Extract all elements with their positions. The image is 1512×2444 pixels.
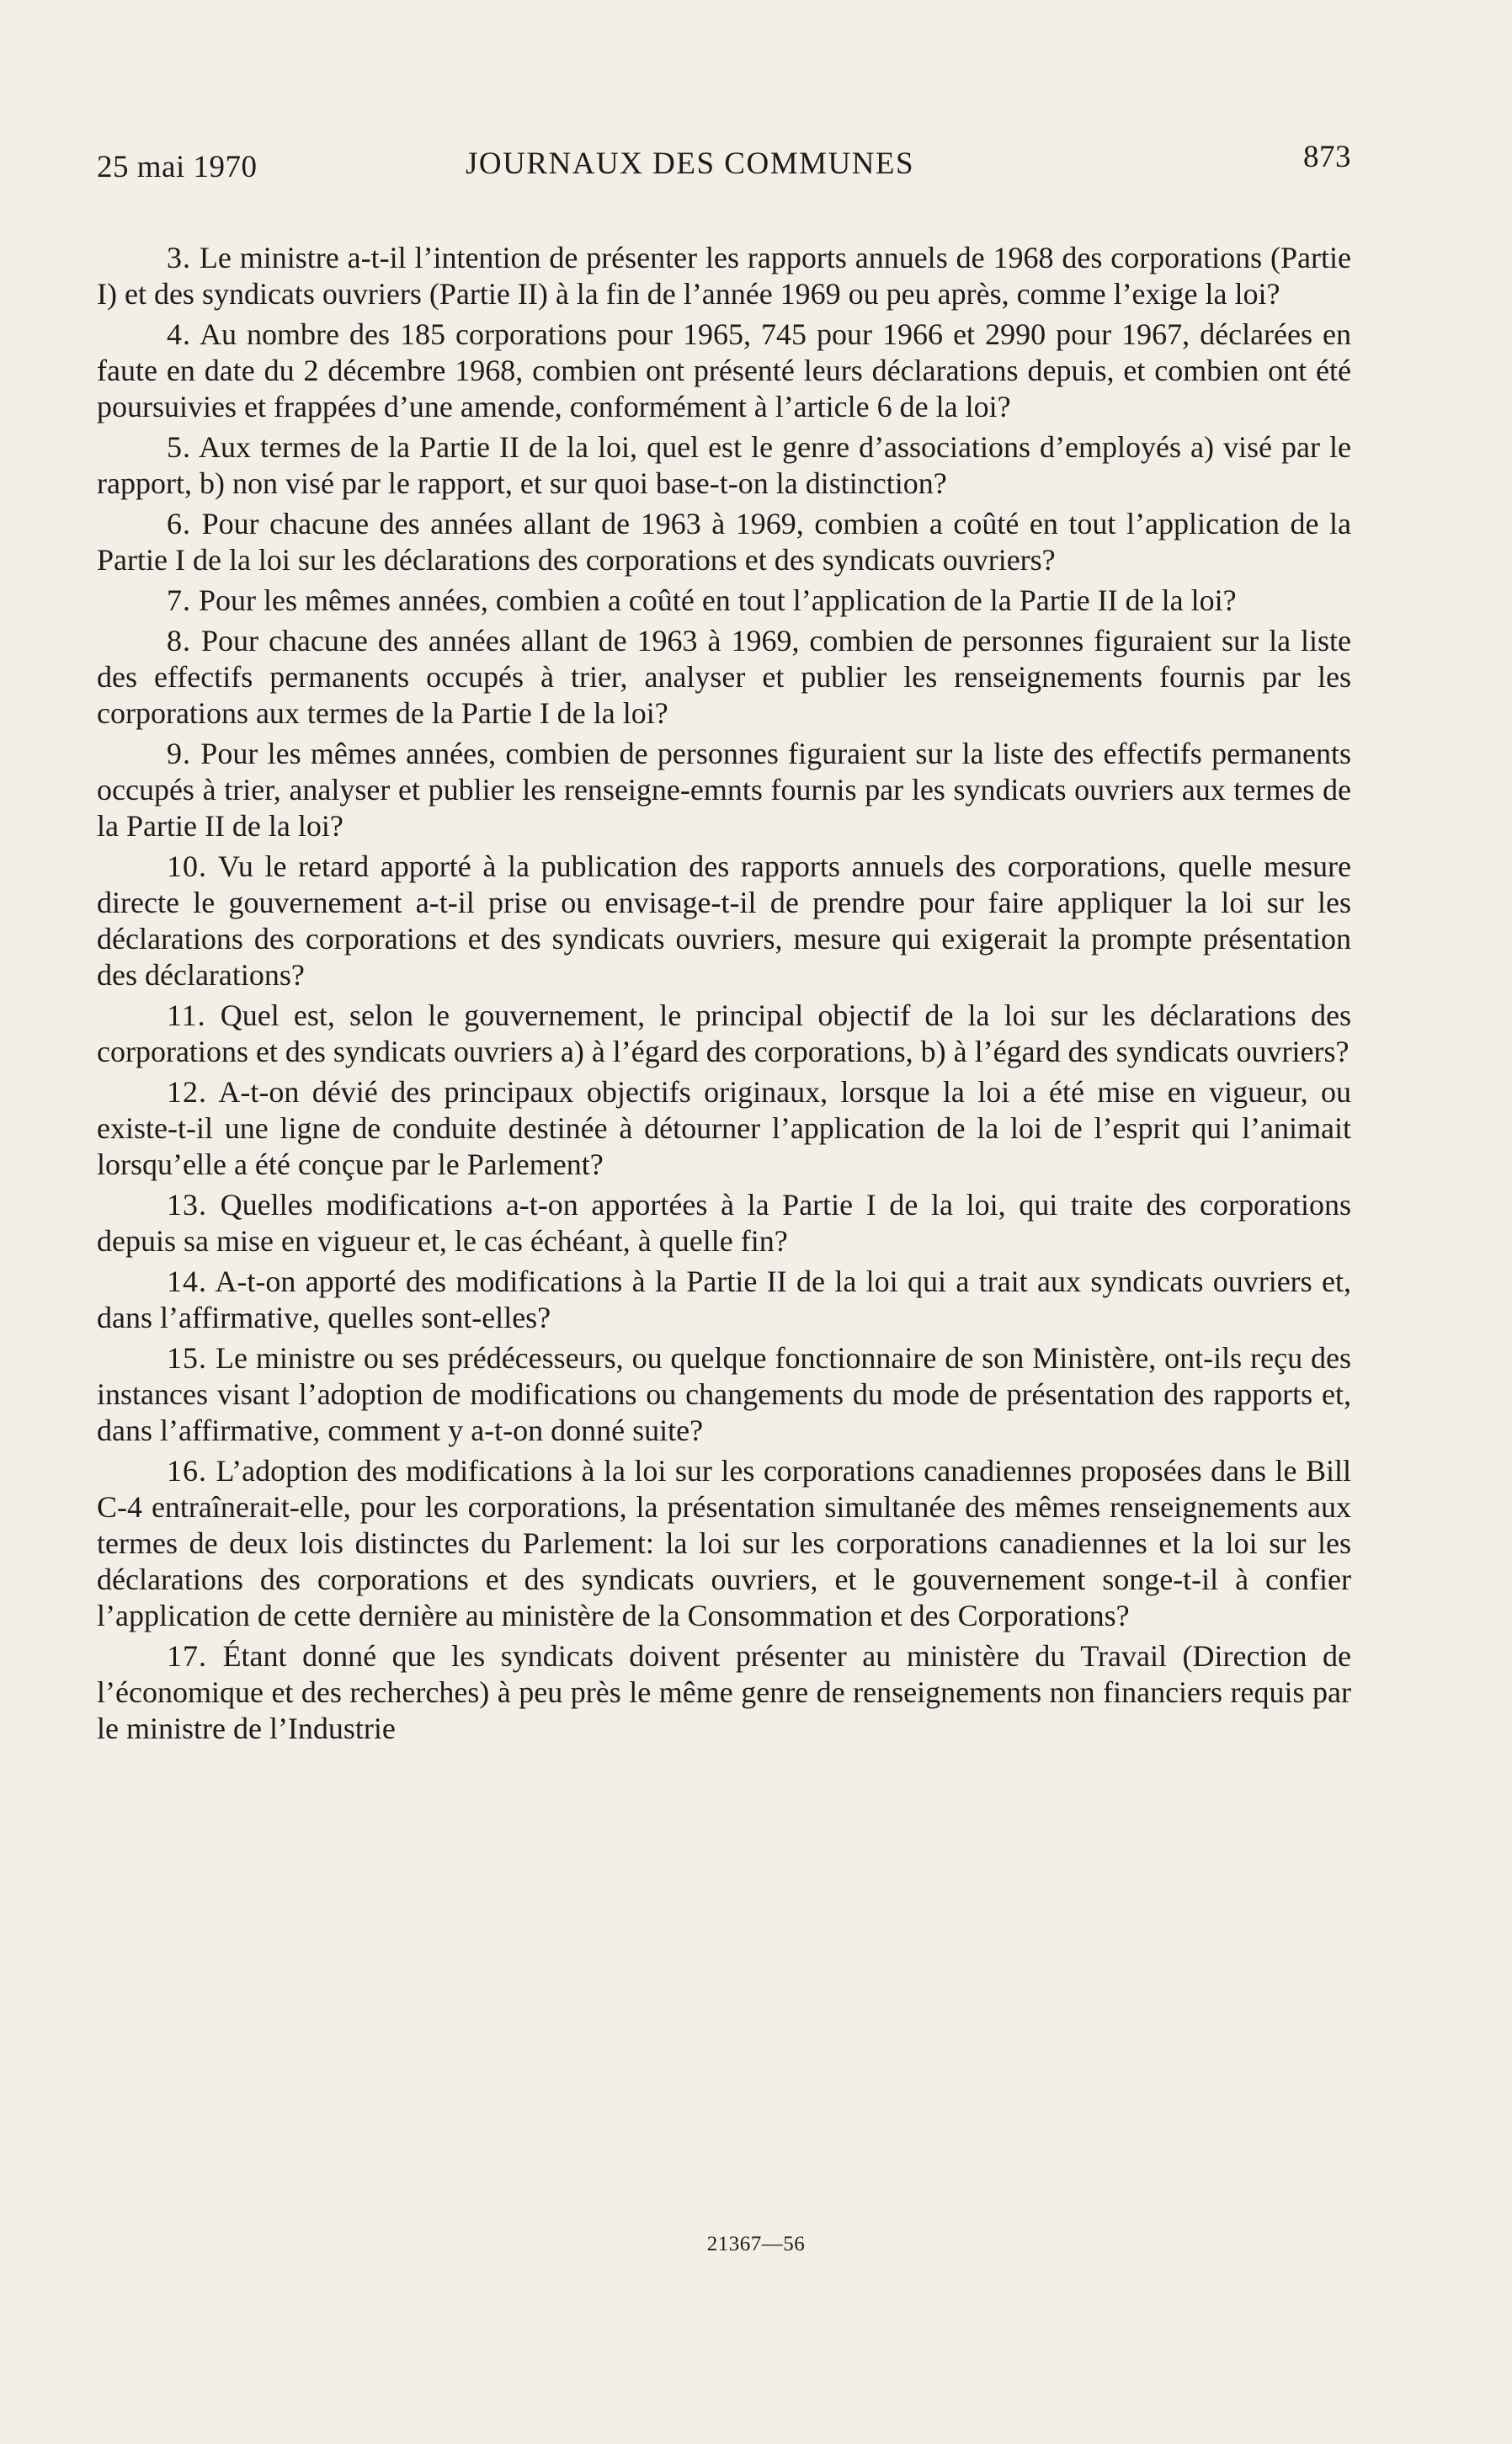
question — [97, 317, 1351, 425]
question-text: A-t-on apporté des modifications à la Partie II de la loi qui a trait aux syndicats ouvriers et, dans l’affirmative, quelles sont-elles? — [97, 1265, 1352, 1334]
question-number: 3. — [167, 241, 191, 274]
question — [97, 849, 1351, 993]
question-text: L’adoption des modifications à la loi sur les corporations canadiennes proposées dans le Bill C-4 entraînerait-elle, pour les corporations, la présentation simultanée des mêmes renseignements aux termes de deux lois distinctes du Parlement: la loi sur les corporations canadiennes et la loi sur les déclarations des corporations et des syndicats ouvriers, et le gouvernement songe-t-il à confier l’application de cette dernière au ministère de la Consommation et des Corporations? — [97, 1454, 1351, 1632]
question-text: Au nombre des 185 corporations pour 1965, 745 pour 1966 et 2990 pour 1967, déclarées en faute en date du 2 décembre 1968, combien ont présenté leurs déclarations depuis, et combien ont été poursuivies et frappées d’une amende, conformément à l’article 6 de la loi? — [97, 317, 1351, 423]
header-date: 25 mai 1970 — [97, 150, 258, 184]
question-number: 12. — [167, 1075, 207, 1109]
question-text: Vu le retard apporté à la publication des rapports annuels des corporations, quelle mesure directe le gouvernement a-t-il prise ou envisage-t-il de prendre pour faire appliquer la loi sur les déclarations des corporations et des syndicats ouvriers, mesure qui exigerait la prompte présentation des déclarations? — [97, 849, 1351, 992]
question — [97, 1074, 1351, 1183]
question-number: 15. — [167, 1341, 207, 1375]
question-text: Pour les mêmes années, combien a coûté en tout l’application de la Partie II de la loi? — [199, 583, 1237, 617]
header-journal-title: JOURNAUX DES COMMUNES — [466, 146, 915, 181]
question-text: Étant donné que les syndicats doivent présenter au ministère du Travail (Direction de l’économique et des recherches) à peu près le même genre de renseignements non financiers requis par le ministre de l’Industrie — [97, 1639, 1351, 1745]
question — [97, 1453, 1351, 1634]
question — [97, 998, 1351, 1070]
question-number: 10. — [167, 849, 207, 883]
question-number: 8. — [167, 624, 191, 658]
question-text: Pour chacune des années allant de 1963 à 1969, combien de personnes figuraient sur la liste des effectifs permanents occupés à trier, analyser et publier les renseignements fournis par les corporations aux termes de la Partie I de la loi? — [97, 624, 1352, 730]
question-text: A-t-on dévié des principaux objectifs originaux, lorsque la loi a été mise en vigueur, ou existe-t-il une ligne de conduite destinée à détourner l’application de la loi de l’esprit qui l’animait lorsqu’elle a été conçue par le Parlement? — [97, 1075, 1352, 1181]
question — [97, 736, 1351, 844]
question-number: 6. — [167, 507, 191, 540]
question-number: 7. — [167, 583, 191, 617]
question — [97, 583, 1351, 619]
question-text: Le ministre a-t-il l’intention de présenter les rapports annuels de 1968 des corporations (Partie I) et des syndicats ouvriers (Partie II) à la fin de l’année 1969 ou peu après, comme l’exige la loi? — [97, 241, 1352, 311]
question — [97, 240, 1351, 312]
page-footer — [0, 2233, 1512, 2256]
question-number: 4. — [167, 317, 191, 351]
question-number: 9. — [167, 737, 191, 770]
question — [97, 429, 1351, 502]
question-text: Quelles modifications a-t-on apportées à la Partie I de la loi, qui traite des corporations depuis sa mise en vigueur et, le cas échéant, à quelle fin? — [97, 1188, 1352, 1258]
question-number: 13. — [167, 1188, 207, 1222]
footer-code: 21367—56 — [706, 2233, 806, 2255]
question-number: 11. — [167, 998, 206, 1032]
question-text: Quel est, selon le gouvernement, le principal objectif de la loi sur les déclarations des corporations et des syndicats ouvriers a) à l’égard des corporations, b) à l’égard des syndicats ouvriers? — [97, 998, 1352, 1068]
question — [97, 1264, 1351, 1336]
page-header — [97, 139, 1351, 189]
question-number: 16. — [167, 1454, 207, 1488]
question-number: 17. — [167, 1639, 207, 1673]
questions-list — [97, 240, 1351, 1747]
question-text: Pour les mêmes années, combien de personnes figuraient sur la liste des effectifs permanents occupés à trier, analyser et publier les renseigne-emnts fournis par les syndicats ouvriers aux termes de la Partie II de la loi? — [97, 737, 1352, 843]
question-text: Aux termes de la Partie II de la loi, quel est le genre d’associations d’employés a) visé par le rapport, b) non visé par le rapport, et sur quoi base-t-on la distinction? — [97, 430, 1352, 500]
question — [97, 1187, 1351, 1259]
question-text: Pour chacune des années allant de 1963 à 1969, combien a coûté en tout l’application de la Partie I de la loi sur les déclarations des corporations et des syndicats ouvriers? — [97, 507, 1351, 577]
question-text: Le ministre ou ses prédécesseurs, ou quelque fonctionnaire de son Ministère, ont-ils reçu des instances visant l’adoption de modifications ou changements du mode de présentation des rapports et, dans l’affirmative, comment y a-t-on donné suite? — [97, 1341, 1352, 1447]
question — [97, 623, 1351, 732]
question — [97, 1638, 1351, 1747]
header-page-number: 873 — [1303, 140, 1351, 174]
question-number: 5. — [167, 430, 191, 464]
question-number: 14. — [167, 1265, 207, 1298]
page — [97, 139, 1351, 1751]
question — [97, 506, 1351, 578]
question — [97, 1340, 1351, 1449]
